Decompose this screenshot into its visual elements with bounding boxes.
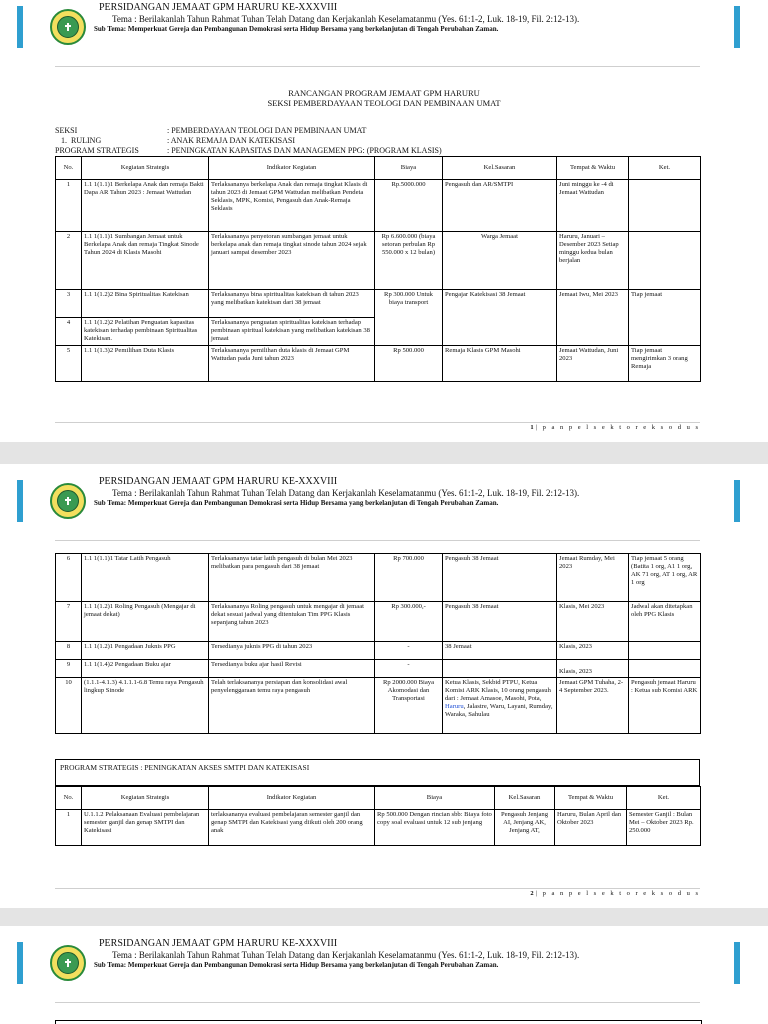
accent-bar-right bbox=[734, 6, 740, 48]
table-header-row bbox=[56, 157, 701, 180]
program-table-2 bbox=[55, 553, 701, 734]
col-header: Kel.Sasaran bbox=[443, 157, 557, 180]
accent-bar-right bbox=[734, 480, 740, 522]
meta-row: SEKSI : PEMBERDAYAAN TEOLOGI DAN PEMBINAAN UMAT bbox=[55, 126, 367, 135]
header-divider bbox=[55, 540, 700, 541]
header-tema: Tema : Berilakanlah Tahun Rahmat Tuhan Telah Datang dan Kerjakanlah Keselamatanmu (Yes. 61:1-2, Luk. 18-19, Fil. 2:12-13). bbox=[112, 14, 580, 24]
section-meta bbox=[55, 126, 442, 156]
col-header: Indikator Kegiatan bbox=[209, 787, 375, 810]
meta-row: 1. RULING : ANAK REMAJA DAN KATEKISASI bbox=[55, 136, 296, 145]
table-header-row bbox=[56, 787, 701, 810]
sasaran-cell-temu-raya: Ketua Klasis, Sekbid PTPU, Ketua Komisi ARK Klasis, 10 orang pengasuh dari : Jemaat Amasoe, Masohi, Pota, Haruru, Jalastre, Waru, Layani, Rumday, Waraka, Sahulau bbox=[443, 678, 557, 734]
header-subtema: Sub Tema: Memperkuat Gereja dan Pembangunan Demokrasi serta Hidup Bersama yang berkelanjutan di Tengah Perubahan Zaman. bbox=[94, 25, 499, 33]
col-header: Kegiatan Strategis bbox=[82, 157, 209, 180]
col-header: Kel.Sasaran bbox=[495, 787, 555, 810]
header-tema: Tema : Berilakanlah Tahun Rahmat Tuhan Telah Datang dan Kerjakanlah Keselamatanmu (Yes. 61:1-2, Luk. 18-19, Fil. 2:12-13). bbox=[112, 488, 580, 498]
page-footer: 2 | p a n p e l s e k t o r e k s o d u s bbox=[530, 890, 700, 897]
header-tema: Tema : Berilakanlah Tahun Rahmat Tuhan Telah Datang dan Kerjakanlah Keselamatanmu (Yes. 61:1-2, Luk. 18-19, Fil. 2:12-13). bbox=[112, 950, 580, 960]
footer-divider bbox=[55, 422, 700, 423]
meta-row: PROGRAM STRATEGIS : PENINGKATAN KAPASITAS DAN MANAGEMEN PPG: (PROGRAM KLASIS) bbox=[55, 146, 442, 155]
program-strategis-title: PROGRAM STRATEGIS : PENINGKATAN AKSES SMTPI DAN KATEKISASI bbox=[55, 759, 700, 786]
accent-bar-left bbox=[17, 6, 23, 48]
accent-bar-left bbox=[17, 480, 23, 522]
header-subtema: Sub Tema: Memperkuat Gereja dan Pembangunan Demokrasi serta Hidup Bersama yang berkelanjutan di Tengah Perubahan Zaman. bbox=[94, 961, 499, 969]
page-header bbox=[0, 474, 768, 534]
header-divider bbox=[55, 66, 700, 67]
footer-divider bbox=[55, 888, 700, 889]
document-page-2 bbox=[0, 464, 768, 908]
table-row: 8 1.1 1(1.2)1 Pengadaan Juknis PPG Tersedianya juknis PPG di tahun 2023 - 38 Jemaat Klasis, 2023 bbox=[56, 642, 701, 660]
header-title: PERSIDANGAN JEMAAT GPM HARURU KE-XXXVIII bbox=[99, 2, 338, 13]
program-table-3 bbox=[55, 786, 701, 846]
col-header: Ket. bbox=[627, 787, 701, 810]
gpm-logo-icon bbox=[50, 945, 86, 981]
header-divider bbox=[55, 1002, 700, 1003]
page-header bbox=[0, 0, 768, 60]
document-page-3 bbox=[0, 926, 768, 1024]
col-header: Biaya bbox=[375, 157, 443, 180]
header-title: PERSIDANGAN JEMAAT GPM HARURU KE-XXXVIII bbox=[99, 476, 338, 487]
table-row: 7 1.1 1(1.2)1 Roling Pengasuh (Mengajar di jemaat dekat) Terlaksananya Roling pengasuh untuk mengajar di jemaat dekat sesuai jadwal yang ditentukan Tim PPG Klasis sepanjang tahun 2023 Rp 300.000,- Pengasuh 38 Jemaat Klasis, Mei 2023 Jadwal akan ditetapkan oleh PPG Klasis bbox=[56, 602, 701, 642]
document-page-1 bbox=[0, 0, 768, 442]
header-subtema: Sub Tema: Memperkuat Gereja dan Pembangunan Demokrasi serta Hidup Bersama yang berkelanjutan di Tengah Perubahan Zaman. bbox=[94, 499, 499, 507]
table-row: 1 U.1.1.2 Pelaksanaan Evaluasi pembelajaran semester ganjil dan genap SMTPI dan Katekisasi terlaksananya evaluasi pembelajaran semester ganjil dan genap SMTPI dan Katekisasi yang diikuti oleh 200 orang anak Rp 500.000 Dengan rincian sbb: Biaya foto copy soal evaluasi untuk 12 sub jenjang Pengasuh Jenjang AI, Jenjang AK, Jenjang AT, Haruru, Bulan April dan Oktober 2023 Semester Ganjil : Bulan Mei – Oktober 2023 Rp. 250.000 bbox=[56, 810, 701, 846]
table-row: 3 1.1 1(1.2)2 Bina Spiritualitas Katekisan Terlaksananya bina spiritualitas katekisan di tahun 2023 yang melibatkan katekisan dari 38 jemaat Rp 300.000 Untuk biaya transport Pengajar Katekisasi 38 Jemaat Jemaat Iwu, Mei 2023 Tiap jemaat bbox=[56, 290, 701, 318]
program-table-1 bbox=[55, 156, 701, 382]
highlighted-jemaat-name: Haruru bbox=[445, 703, 464, 710]
table-row: 2 1.1 1(1.1)1 Sumbangan Jemaat untuk Berkelapa Anak dan remaja Tingkat Sinode Tahun 2024 di Klasis Masohi Terlaksananya penyetoran sumbangan jemaat untuk berkelapa anak dan remaja tingkat sinode tahun 2024 sejak januari sampai desember 2023 Rp 6.600.000 (biaya setoran perbulan Rp 550.000 x 12 bulan) Warga Jemaat Haruru, Januari – Desember 2023 Setiap minggu kedua bulan berjalan bbox=[56, 232, 701, 290]
page-footer: 1 | p a n p e l s e k t o r e k s o d u s bbox=[530, 424, 700, 431]
col-header: Tempat & Waktu bbox=[557, 157, 629, 180]
table-row: 1 1.1 1(1.1)1 Berkelapa Anak dan remaja Bakti Dapa AR Tahun 2023 : Jemaat Wattudan Terlaksananya berkelapa Anak dan remaja tingkat Klasis di tahun 2023 di Jemaat GPM Wattudan melibatkan Pendeta Seklasis, MPK, Komisi, Pengasuh dan Anak-Remaja Seklasis Rp.5000.000 Pengasuh dan AR/SMTPI Juni minggu ke -4 di Jemaat Wattudan bbox=[56, 180, 701, 232]
col-header: Biaya bbox=[375, 787, 495, 810]
col-header: Tempat & Waktu bbox=[555, 787, 627, 810]
table-row: 9 1.1 1(1.4)2 Pengadaan Buku ajar Tersedianya buku ajar hasil Revisi - Klasis, 2023 bbox=[56, 660, 701, 678]
col-header: Ket. bbox=[629, 157, 701, 180]
col-header: No. bbox=[56, 157, 82, 180]
page-header bbox=[0, 936, 768, 996]
table-top-edge bbox=[55, 1020, 702, 1024]
table-row: 6 1.1 1(1.1)1 Tatar Latih Pengasuh Terlaksananya tatar latih pengasuh di bulan Mei 2023 melibatkan para pengasuh dari 38 jemaat Rp 700.000 Pengasuh 38 Jemaat Jemaat Rumday, Mei 2023 Tiap jemaat 5 orang (Batita 1 org, A1 1 org, AK 71 org, AT 1 org, AR 1 org bbox=[56, 554, 701, 602]
table-row: 10 (1.1.1-4.1.3) 4.1.1.1-6.8 Temu raya Pengasuh lingkup Sinode Telah terlaksananya persiapan dan konsolidasi awal penyelenggaraan temu raya pengasuh Rp 2000.000 Biaya Akomodasi dan Transportasi Ketua Klasis, Sekbid PTPU, Ketua Komisi ARK Klasis, 10 orang pengasuh dari : Jemaat Amasoe, Masohi, Pota, Haruru, Jalastre, Waru, Layani, Rumday, Waraka, Sahulau Jemaat GPM Tuhaha, 2- 4 September 2023. Pengasuh jemaat Haruru : Ketua sub Komisi ARK bbox=[56, 678, 701, 734]
accent-bar-left bbox=[17, 942, 23, 984]
gpm-logo-icon bbox=[50, 483, 86, 519]
gpm-logo-icon bbox=[50, 9, 86, 45]
table-row: 4 1.1 1(1.2)2 Pelatihan Penguatan kapasitas katekisan terhadap pembinaan Spiritualitas Katekisan. Terlaksananya penguatan spiritualitas katekisan terhadap pembinaan spiritual katekisan yang melibatkan katekisan 38 jemaat bbox=[56, 318, 701, 346]
col-header: No. bbox=[56, 787, 82, 810]
accent-bar-right bbox=[734, 942, 740, 984]
document-title: RANCANGAN PROGRAM JEMAAT GPM HARURU bbox=[288, 88, 480, 98]
document-subtitle: SEKSI PEMBERDAYAAN TEOLOGI DAN PEMBINAAN UMAT bbox=[267, 98, 501, 108]
header-title: PERSIDANGAN JEMAAT GPM HARURU KE-XXXVIII bbox=[99, 938, 338, 949]
col-header: Kegiatan Strategis bbox=[82, 787, 209, 810]
table-row: 5 1.1 1(1.3)2 Pemilihan Duta Klasis Terlaksananya pemilihan duta klasis di Jemaat GPM Wattudan pada Juni tahun 2023 Rp 500.000 Remaja Klasis GPM Masohi Jemaat Wattudan, Juni 2023 Tiap jemaat mengirimkan 3 orang Remaja bbox=[56, 346, 701, 382]
col-header: Indikator Kegiatan bbox=[209, 157, 375, 180]
